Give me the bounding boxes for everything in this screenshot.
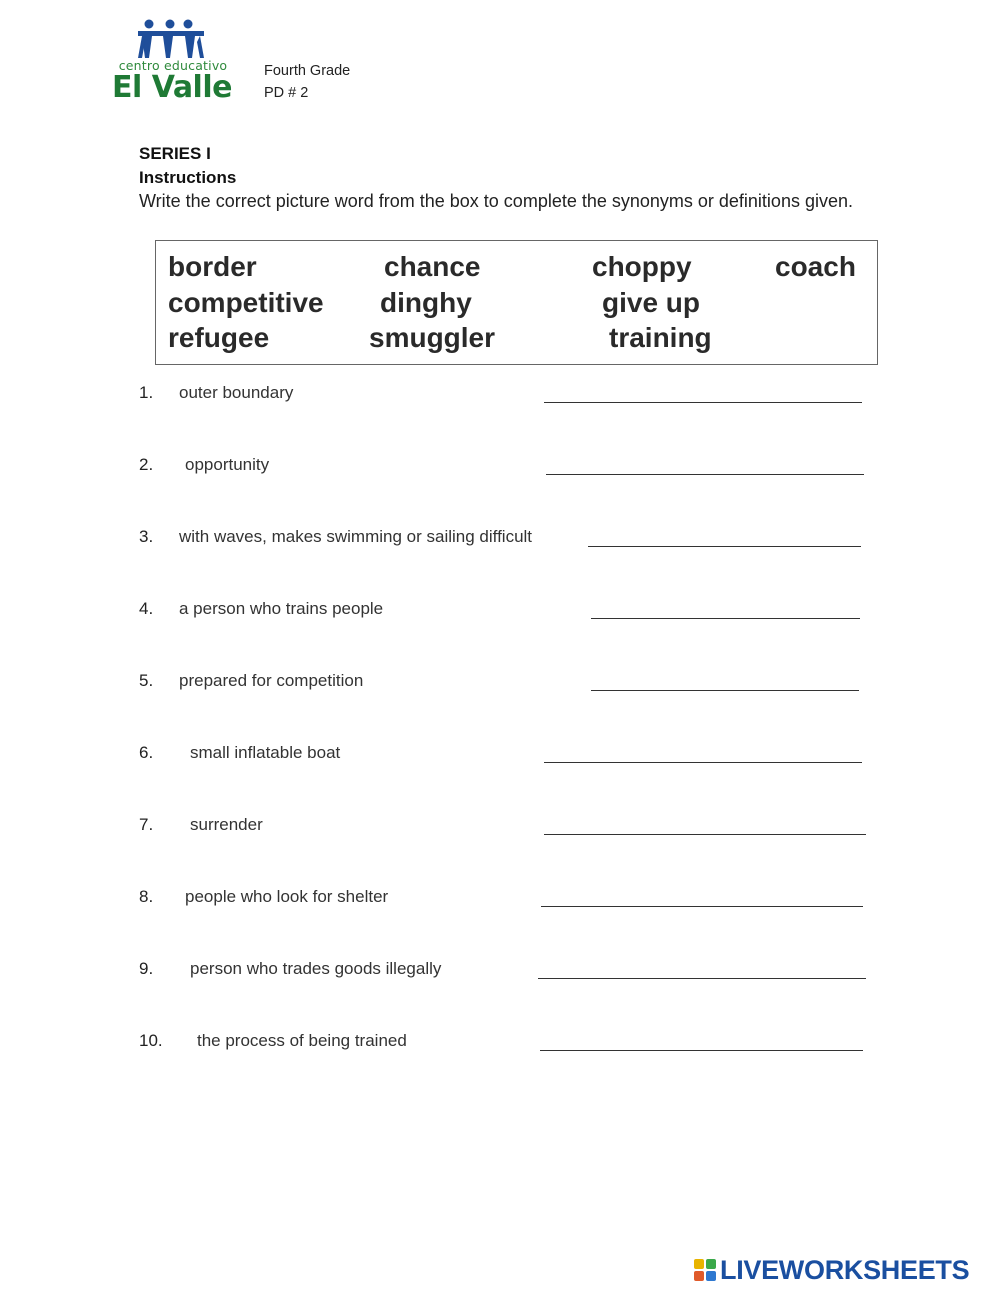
school-logo (104, 18, 244, 108)
answer-input[interactable] (544, 400, 862, 403)
word-bank-item: chance (384, 251, 481, 282)
answer-input[interactable] (591, 616, 860, 619)
grade-label: Fourth Grade (264, 63, 351, 79)
instructions-heading: Instructions (139, 168, 237, 187)
item-prompt: the process of being trained (197, 1031, 407, 1050)
word-bank-item: smuggler (369, 322, 496, 353)
item-number: 3. (139, 527, 154, 546)
answer-input[interactable] (541, 904, 863, 907)
instructions-text: Write the correct picture word from the box to complete the synonyms or definitions given. (139, 191, 853, 211)
item-prompt: person who trades goods illegally (190, 959, 442, 978)
answer-input[interactable] (544, 832, 866, 835)
word-bank-item: dinghy (380, 287, 472, 318)
item-prompt: a person who trains people (179, 599, 384, 618)
pd-label: PD # 2 (264, 85, 309, 101)
item-prompt: outer boundary (179, 383, 294, 402)
item-number: 7. (139, 815, 154, 834)
item-number: 5. (139, 671, 154, 690)
answer-input[interactable] (538, 976, 866, 979)
item-number: 2. (139, 455, 154, 474)
item-number: 1. (139, 383, 154, 402)
brand-name: LIVEWORKSHEETS (720, 1255, 970, 1285)
item-number: 8. (139, 887, 154, 906)
liveworksheets-icon (694, 1259, 716, 1281)
series-title: SERIES I (139, 144, 211, 163)
word-bank-item: training (609, 322, 712, 353)
item-prompt: with waves, makes swimming or sailing difficult (179, 527, 533, 546)
item-number: 6. (139, 743, 154, 762)
answer-input[interactable] (591, 688, 859, 691)
logo-name: El Valle (112, 70, 232, 105)
word-bank-item: coach (775, 251, 856, 282)
answer-input[interactable] (546, 472, 864, 475)
header-info (264, 60, 350, 104)
item-prompt: opportunity (185, 455, 270, 474)
word-bank-item: choppy (592, 251, 692, 282)
item-number: 4. (139, 599, 154, 618)
answer-input[interactable] (544, 760, 862, 763)
item-prompt: surrender (190, 815, 263, 834)
word-bank-item: give up (602, 287, 701, 318)
item-number: 10. (139, 1031, 163, 1050)
word-bank-item: competitive (168, 287, 324, 318)
logo-subtitle: centro educativo (118, 58, 228, 73)
word-bank-item: refugee (168, 322, 270, 353)
item-prompt: people who look for shelter (185, 887, 389, 906)
answer-input[interactable] (540, 1048, 863, 1051)
people-icon (104, 18, 244, 60)
item-prompt: prepared for competition (179, 671, 364, 690)
word-bank-item: border (168, 251, 257, 282)
item-prompt: small inflatable boat (190, 743, 341, 762)
item-number: 9. (139, 959, 154, 978)
answer-input[interactable] (588, 544, 861, 547)
